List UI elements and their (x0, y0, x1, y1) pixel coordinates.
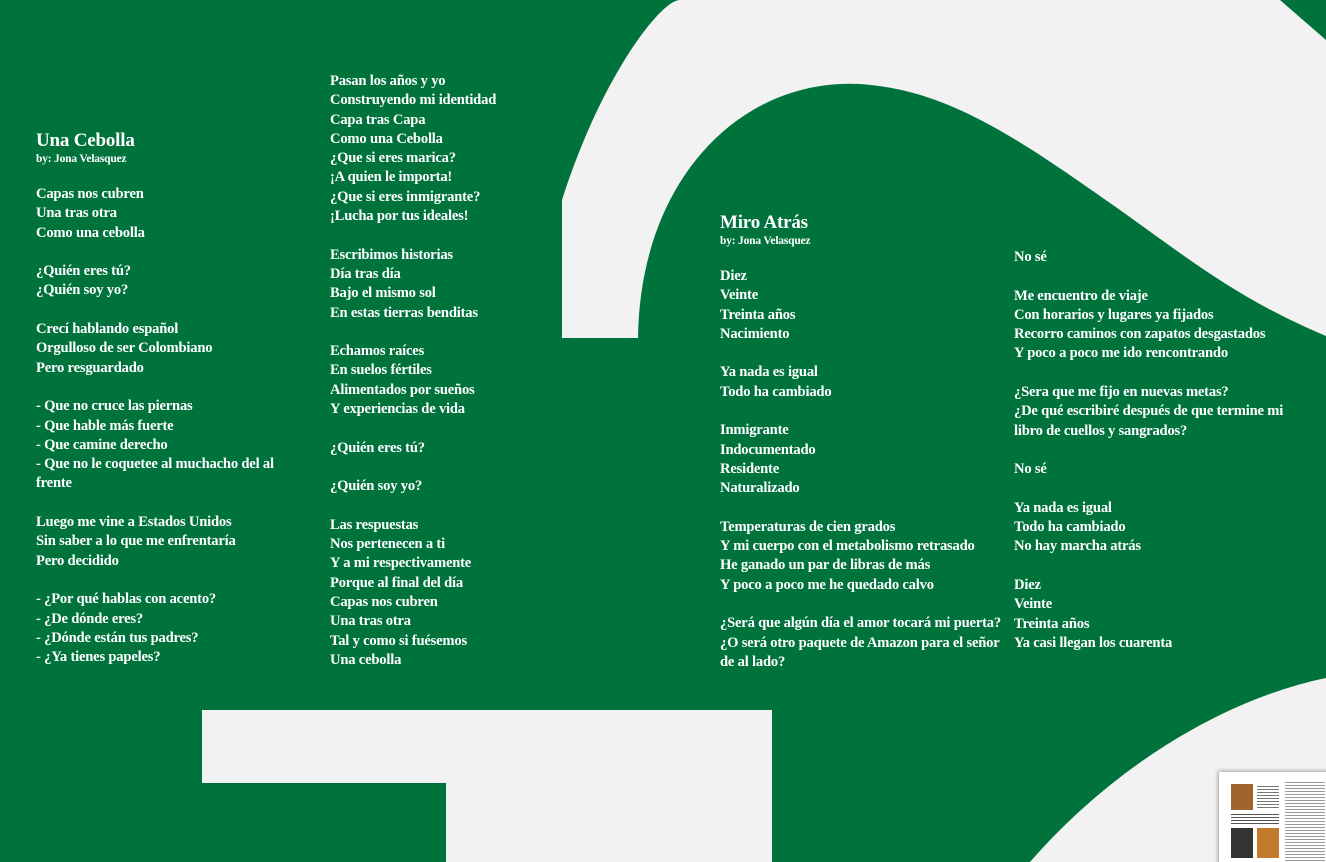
poem-line: ¿Quién eres tú? (330, 439, 425, 456)
stanza (330, 477, 570, 496)
poem-line: Diez (720, 268, 747, 284)
stanza (720, 267, 1005, 344)
stanza (36, 320, 286, 378)
poem-line: ¿Sera que me fijo en nuevas metas? (1014, 384, 1229, 401)
poem-line: - Que camine derecho (36, 436, 168, 453)
block-bottom (202, 710, 772, 862)
poem-line: Diez (1014, 577, 1041, 594)
poem-line: Tal y como si fuésemos (330, 632, 467, 649)
thumbnail-photo (1257, 828, 1279, 858)
poem-line: Luego me vine a Estados Unidos (36, 514, 232, 531)
page-thumbnail[interactable] (1219, 772, 1326, 862)
stanza (720, 421, 1005, 498)
stanza (330, 72, 570, 226)
poem-line: No sé (1014, 249, 1047, 265)
poem1-stanzas-a (36, 185, 286, 667)
poem2-stanzas-a (720, 267, 1005, 672)
poem-line: Echamos raíces (330, 343, 425, 360)
poem-line: Veinte (720, 287, 758, 304)
stanza (1014, 499, 1304, 557)
poem-line: Porque al final del día (330, 574, 463, 591)
poem-line: Escribimos historias (330, 246, 453, 263)
poem-line: Las respuestas (330, 516, 419, 533)
stanza (330, 439, 570, 458)
poem-line: Inmigrante (720, 422, 789, 439)
poem-line: - ¿Dónde están tus padres? (36, 629, 199, 646)
poem-line: En suelos fértiles (330, 362, 432, 379)
poem-line: Todo ha cambiado (1014, 519, 1126, 536)
poem-line: ¡Lucha por tus ideales! (330, 208, 469, 225)
stanza (1014, 383, 1304, 441)
poem-line: Y poco a poco me he quedado calvo (720, 576, 934, 593)
stanza (36, 513, 286, 571)
poem-line: Pero decidido (36, 552, 119, 569)
poem1-column1 (36, 130, 286, 667)
poem-line: Con horarios y lugares ya fijados (1014, 306, 1214, 323)
poem1-byline: by: Jona Velasquez (36, 153, 127, 165)
poem-line: Y poco a poco me ido rencontrando (1014, 345, 1228, 362)
poem-line: - Que no cruce las piernas (36, 398, 193, 415)
poem-line: ¿Que si eres inmigrante? (330, 188, 481, 205)
stanza (330, 246, 570, 323)
thumbnail-photo (1231, 828, 1253, 858)
thumbnail-text (1285, 782, 1325, 862)
stanza (36, 397, 286, 493)
poem-line: ¿Será que algún día el amor tocará mi puerta? (720, 615, 1001, 632)
poem-line: Orgulloso de ser Colombiano (36, 340, 213, 357)
poem-line: Me encuentro de viaje (1014, 287, 1148, 304)
poem-line: Ya nada es igual (720, 364, 818, 381)
poem-line: Naturalizado (720, 480, 800, 497)
poem-line: Residente (720, 460, 779, 477)
thumbnail-text (1257, 786, 1279, 808)
poem-line: Veinte (1014, 596, 1052, 613)
poem-line: Treinta años (720, 306, 796, 323)
poem-line: ¿Quién eres tú? (36, 263, 131, 280)
stanza (36, 590, 286, 667)
poem-line: Indocumentado (720, 441, 816, 458)
stanza (720, 363, 1005, 402)
poem-line: Nacimiento (720, 325, 790, 342)
poem-line: - Que no le coquetee al muchacho del al frente (36, 456, 274, 492)
poem-line: No sé (1014, 461, 1047, 478)
poem-line: Todo ha cambiado (720, 383, 832, 400)
poem-line: Como una cebolla (36, 224, 145, 241)
stanza (1014, 287, 1304, 364)
poem-line: Ya casi llegan los cuarenta (1014, 634, 1173, 651)
stanza (36, 262, 286, 301)
stanza (330, 516, 570, 670)
poem-line: Pasan los años y yo (330, 73, 446, 89)
poem-line: Temperaturas de cien grados (720, 518, 896, 535)
stanza (36, 185, 286, 243)
stanza (1014, 248, 1304, 267)
poem-line: Construyendo mi identidad (330, 92, 497, 109)
poem2-title: Miro Atrás (720, 212, 808, 233)
poem-line: - ¿De dónde eres? (36, 610, 143, 627)
poem-line: Capas nos cubren (330, 594, 438, 611)
poem-line: Y experiencias de vida (330, 401, 465, 418)
poem-line: Crecí hablando español (36, 321, 179, 338)
poem-line: Bajo el mismo sol (330, 285, 436, 302)
poem1-title: Una Cebolla (36, 130, 135, 151)
poem-line: En estas tierras benditas (330, 304, 478, 321)
poem2-column1 (720, 212, 1005, 672)
poem1-stanzas-b (330, 72, 570, 670)
poem-line: Una cebolla (330, 651, 402, 668)
poem-line: Capa tras Capa (330, 111, 426, 128)
stanza (1014, 576, 1304, 653)
stanza (720, 518, 1005, 595)
poem-line: ¿O será otro paquete de Amazon para el señor de al lado? (720, 634, 1000, 670)
poem-line: ¡A quien le importa! (330, 169, 453, 186)
poem2-column2 (1014, 248, 1304, 653)
poem-line: Y a mi respectivamente (330, 555, 472, 572)
thumbnail-text (1231, 814, 1279, 824)
poem-line: ¿Quién soy yo? (36, 282, 129, 299)
poem-line: Pero resguardado (36, 359, 144, 376)
poem-line: Una tras otra (330, 613, 411, 630)
poem-line: Una tras otra (36, 205, 117, 222)
poem-line: - Que hable más fuerte (36, 417, 174, 434)
poem-line: Sin saber a lo que me enfrentaría (36, 533, 236, 550)
poem-line: Treinta años (1014, 615, 1090, 632)
thumbnail-photo (1231, 784, 1253, 810)
poem-line: ¿De qué escribiré después de que termine mi libro de cuellos y sangrados? (1014, 403, 1284, 439)
poem-line: - ¿Ya tienes papeles? (36, 649, 161, 666)
poem-line: Alimentados por sueños (330, 381, 475, 398)
poem-line: No hay marcha atrás (1014, 538, 1141, 555)
stanza (720, 614, 1005, 672)
poem-line: Y mi cuerpo con el metabolismo retrasado (720, 538, 975, 555)
poem-line: Recorro caminos con zapatos desgastados (1014, 326, 1266, 343)
poem-line: Día tras día (330, 265, 401, 282)
poem-line: Nos pertenecen a ti (330, 536, 445, 553)
poem2-byline: by: Jona Velasquez (720, 235, 811, 247)
poem-line: Capas nos cubren (36, 186, 144, 202)
poem-line: Ya nada es igual (1014, 499, 1112, 516)
stanza (1014, 460, 1304, 479)
poem2-stanzas-b (1014, 248, 1304, 653)
poem-line: ¿Que si eres marica? (330, 150, 456, 167)
poem-line: He ganado un par de libras de más (720, 557, 931, 574)
poem1-column2 (330, 72, 570, 670)
poem-line: Como una Cebolla (330, 130, 443, 147)
poem-line: ¿Quién soy yo? (330, 478, 423, 495)
stanza (330, 342, 570, 419)
poem-line: - ¿Por qué hablas con acento? (36, 591, 217, 608)
